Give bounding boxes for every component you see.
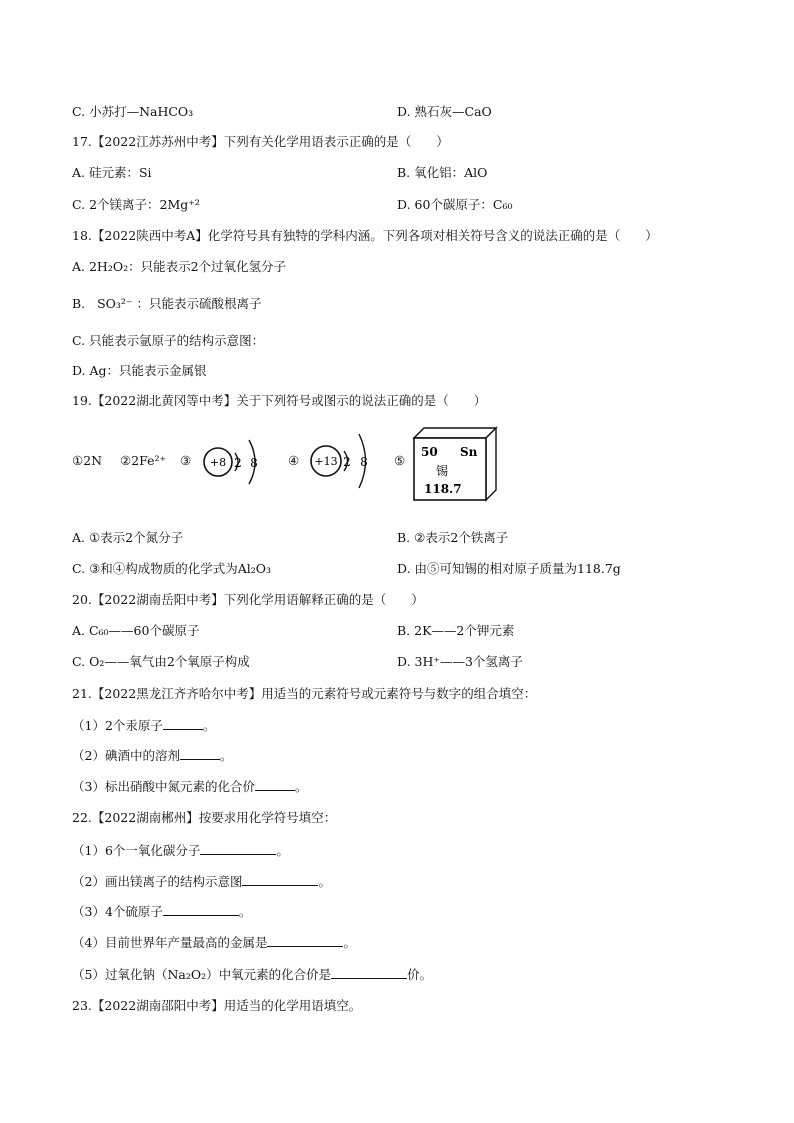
figure-1-label: ①2N (72, 453, 103, 468)
q19-option-b: B. ②表示2个铁离子 (397, 530, 509, 545)
q22-item-3-text: （3）4个硫原子 (72, 904, 163, 919)
period: 。 (219, 748, 233, 763)
q19-option-a: A. ①表示2个氮分子 (72, 530, 184, 545)
period: 。 (202, 718, 216, 733)
q16-option-d: D. 熟石灰—CaO (397, 104, 492, 119)
q22-item-2-text: （2）画出镁离子的结构示意图 (72, 874, 243, 889)
period: 。 (294, 779, 308, 794)
inner-shell-electrons: 2 (343, 455, 351, 469)
q20-option-c: C. O₂——氧气由2个氧原子构成 (72, 654, 250, 669)
q20-stem: 20.【2022湖南岳阳中考】下列化学用语解释正确的是（ ） (72, 592, 424, 607)
inner-shell-electrons: 2 (234, 456, 242, 470)
q22-stem: 22.【2022湖南郴州】按要求用化学符号填空： (72, 810, 337, 825)
q22-item-3 (72, 903, 251, 920)
q21-item-3-text: （3）标出硝酸中氮元素的化合价 (72, 779, 255, 794)
relative-atomic-mass: 118.7 (424, 482, 462, 496)
q18-option-c: C. 只能表示氩原子的结构示意图： (72, 333, 265, 348)
q22-item-4-text: （4）目前世界年产量最高的金属是 (72, 935, 268, 950)
q22-answer-blank-5[interactable] (331, 966, 407, 979)
period: 。 (238, 904, 252, 919)
q21-item-1-text: （1）2个汞原子 (72, 718, 163, 733)
q19-figures (72, 422, 512, 502)
q22-item-1-text: （1）6个一氧化碳分子 (72, 843, 201, 858)
q22-answer-blank-3[interactable] (163, 903, 239, 916)
q22-item-2 (72, 873, 331, 890)
q20-option-b: B. 2K——2个钾元素 (397, 623, 515, 638)
q22-item-4 (72, 934, 356, 951)
outer-shell-electrons: 8 (250, 456, 258, 470)
q20-option-a: A. C₆₀——60个碳原子 (72, 623, 200, 638)
outer-shell-electrons: 8 (360, 455, 368, 469)
q19-option-d: D. 由⑤可知锡的相对原子质量为118.7g (397, 561, 621, 576)
q18-stem: 18.【2022陕西中考A】化学符号具有独特的学科内涵。下列各项对相关符号含义的说法正确的是（ ） (72, 228, 658, 243)
q21-answer-blank-2[interactable] (180, 747, 220, 760)
period: 。 (318, 874, 331, 889)
q18-option-b-text: ：只能表示硫酸根离子 (136, 296, 262, 311)
figure-2-label: ②2Fe²⁺ (120, 453, 167, 468)
q23-stem: 23.【2022湖南邵阳中考】用适当的化学用语填空。 (72, 998, 362, 1013)
q19-stem: 19.【2022湖北黄冈等中考】关于下列符号或图示的说法正确的是（ ） (72, 393, 487, 408)
nucleus-charge: +13 (314, 455, 338, 468)
q21-item-2 (72, 747, 232, 764)
q18-option-a: A. 2H₂O₂：只能表示2个过氧化氢分子 (72, 259, 287, 274)
figure-3-marker: ③ (180, 453, 192, 468)
q21-item-1 (72, 717, 215, 734)
q17-option-d: D. 60个碳原子：C₆₀ (397, 197, 513, 212)
atomic-number: 50 (421, 445, 438, 459)
q19-option-c: C. ③和④构成物质的化学式为Al₂O₃ (72, 561, 272, 576)
q18-option-d: D. Ag：只能表示金属银 (72, 363, 207, 378)
aluminum-ion-structure-diagram (306, 422, 384, 500)
nucleus-charge: +8 (209, 456, 227, 469)
q22-answer-blank-2[interactable] (242, 873, 318, 886)
q21-item-3 (72, 778, 307, 795)
oxygen-ion-structure-diagram (198, 426, 274, 498)
element-name: 锡 (436, 464, 449, 478)
period: 。 (276, 843, 289, 858)
q18-option-b-prefix: B. (72, 296, 86, 311)
period: 。 (343, 935, 356, 950)
q21-item-2-text: （2）碘酒中的溶剂 (72, 748, 180, 763)
element-symbol: Sn (460, 445, 478, 459)
q22-answer-blank-4[interactable] (267, 934, 343, 947)
tin-element-tile (412, 426, 498, 502)
q20-option-d: D. 3H⁺——3个氢离子 (397, 654, 523, 669)
q17-option-a: A. 硅元素：Si (72, 165, 152, 180)
q21-answer-blank-1[interactable] (163, 717, 203, 730)
q18-sulfite-symbol: SO₃²⁻ (97, 296, 133, 311)
q22-answer-blank-1[interactable] (200, 842, 276, 855)
q22-item-5-end: 价。 (407, 967, 433, 982)
q17-stem: 17.【2022江苏苏州中考】下列有关化学用语表示正确的是（ ） (72, 134, 449, 149)
q17-option-b: B. 氧化铝：AlO (397, 165, 488, 180)
q16-option-c: C. 小苏打—NaHCO₃ (72, 104, 194, 119)
q17-option-c: C. 2个镁离子：2Mg⁺² (72, 197, 200, 212)
q21-answer-blank-3[interactable] (255, 778, 295, 791)
q21-stem: 21.【2022黑龙江齐齐哈尔中考】用适当的元素符号或元素符号与数字的组合填空： (72, 686, 537, 701)
q22-item-5-text: （5）过氧化钠（Na₂O₂）中氧元素的化合价是 (72, 967, 332, 982)
q22-item-5 (72, 966, 432, 983)
figure-4-marker: ④ (288, 453, 300, 468)
figure-5-marker: ⑤ (394, 453, 406, 468)
q18-option-b (72, 296, 262, 312)
q22-item-1 (72, 842, 289, 859)
